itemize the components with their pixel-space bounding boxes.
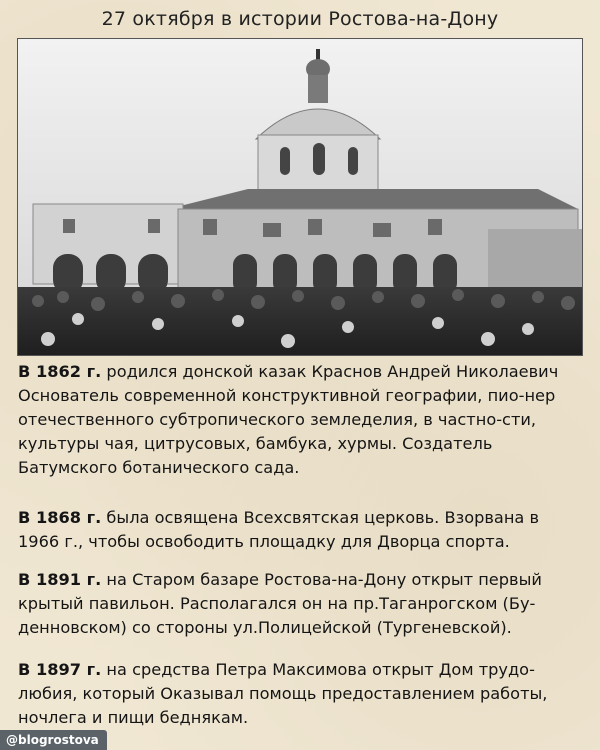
entry-year: В 1868 г. [18, 508, 102, 527]
entry-text: была освящена Всехсвятская церковь. Взорвана в 1966 г., чтобы освободить площадку для Дворца спорта. [18, 508, 540, 551]
entry-1868 [18, 506, 584, 554]
entry-1891 [18, 568, 584, 640]
entry-year: В 1891 г. [18, 570, 102, 589]
entry-text: родился донской казак Краснов Андрей Николаевич Основатель современной конструктивной географии, пио-нер отечественного субтропического земледелия, в частно-сти, культуры чая, цитрусовых, бамбука, хурмы. Создатель Батумского ботанического сада. [18, 362, 559, 477]
entry-1897 [18, 658, 584, 730]
entry-year: В 1897 г. [18, 660, 102, 679]
page-title: 27 октября в истории Ростова-на-Дону [101, 8, 499, 30]
watermark-handle: @blogrostova [0, 730, 107, 750]
entry-text: на Старом базаре Ростова-на-Дону открыт первый крытый павильон. Располагался он на пр.Таганрогском (Бу-денновском) со стороны ул.Полицейской (Тургеневской). [18, 570, 542, 637]
entry-1862 [18, 360, 584, 480]
entry-text: на средства Петра Максимова открыт Дом трудо-любия, который Оказывал помощь предоставлением работы, ночлега и пищи беднякам. [18, 660, 548, 727]
historic-photo [17, 38, 583, 356]
entry-year: В 1862 г. [18, 362, 102, 381]
church-photo-image [18, 39, 583, 356]
